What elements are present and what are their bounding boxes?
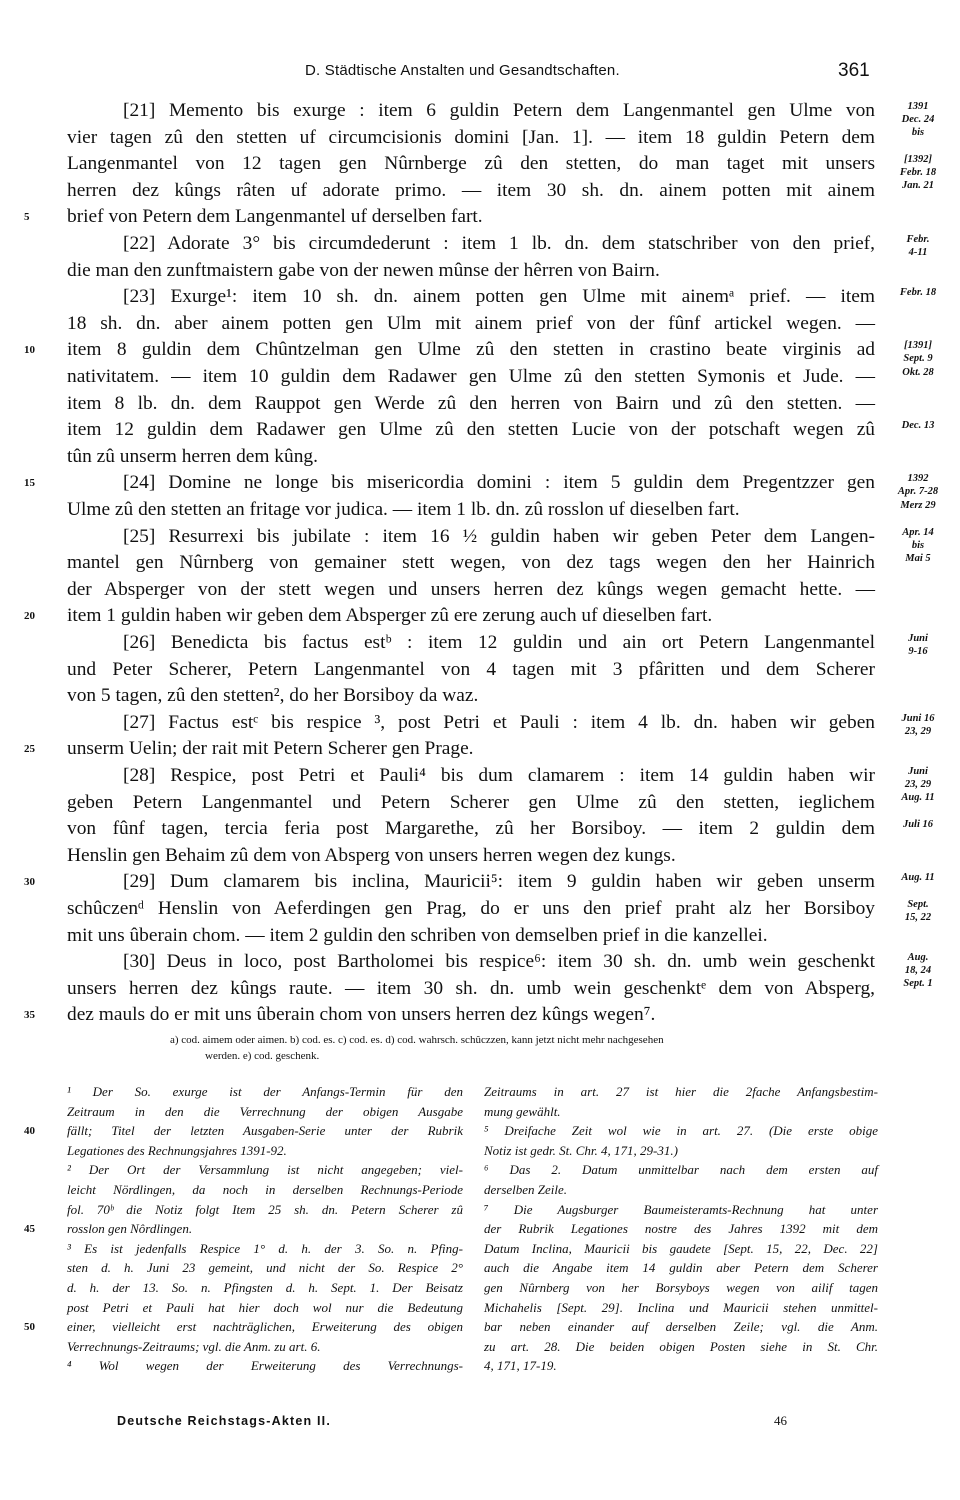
margin-date-note: Merz 29 — [900, 500, 936, 511]
footnote-line-number: 40 — [24, 1125, 35, 1138]
footnote-line: Zeitraum in den die Verrechnung der obigen Ausgabe — [67, 1103, 463, 1119]
footnote-line-number: 45 — [24, 1223, 35, 1236]
footnote-line: ³ Es ist jedenfalls Respice 1° d. h. der 3. So. n. Pfing- — [67, 1240, 463, 1256]
footnote-line-number: 50 — [24, 1321, 35, 1334]
line-number: 30 — [24, 876, 35, 889]
header-title: D. Städtische Anstalten und Gesandtschaften. — [305, 62, 620, 79]
margin-date-note: Aug. 11 — [901, 872, 935, 884]
margin-date-note: [1391] Sept. 9 — [903, 340, 933, 365]
footnote-line: ¹ Der So. exurge ist der Anfangs-Termin für den — [67, 1084, 463, 1099]
footnote-line: bar neben einander auf derselben Zeile; vgl. die Anm. — [484, 1319, 878, 1335]
line-number: 15 — [24, 477, 35, 490]
text-line: mantel gen Nûrnberg von gemainer stett wegen, von dez tags wegen den her Hainrich — [67, 552, 875, 574]
footnote-line: gen Nûrnberg von her Borsyboys wegen von ailif tagen — [484, 1279, 878, 1295]
text-line: dez mauls do er mit uns ûberain chom von unsers herren dez kûngs wegen⁷. — [67, 1004, 656, 1026]
footnote-line: einer, vielleicht erst nachträglichen, Erweiterung des obigen — [67, 1319, 463, 1335]
margin-date-note: Dec. 13 — [901, 420, 935, 432]
line-number: 20 — [24, 610, 35, 623]
text-line: unserm Uelin; der rait mit Petern Scherer gen Prage. — [67, 738, 474, 760]
margin-date-note: 1391 Dec. 24 bis — [901, 101, 935, 138]
footnote-line: Notiz ist gedr. St. Chr. 4, 171, 29-31.) — [484, 1142, 678, 1158]
footnote-line: Zeitraums in art. 27 ist hier die 2fache Anfangsbestim- — [484, 1084, 878, 1099]
footnote-line: d. h. der 13. So. n. Pfingsten d. h. Sept. 1. Der Beisatz — [67, 1279, 463, 1295]
signature-mark: 46 — [774, 1413, 787, 1428]
margin-date-note: Aug. 18, 24 Sept. 1 — [903, 952, 933, 990]
text-line: vier tagen zû den stetten uf circumcisionis domini [Jan. 1]. — item 18 guldin Petern dem — [67, 126, 875, 148]
text-line: von 5 tagen, zû den stetten², do her Borsiboy da waz. — [67, 685, 479, 707]
text-line: herren dez kûngs râten uf adorate primo. — item 30 sh. dn. ainem potten mit ainem — [67, 179, 875, 201]
footnote-line: mung gewählt. — [484, 1103, 561, 1119]
text-line: Langenmantel von 12 tagen gen Nûrnberge zû den stetten, do man taget mit unsers — [67, 153, 875, 175]
footnote-line: Datum Inclina, Mauricii bis gaudete [Sept. 15, 22, Dec. 22] — [484, 1240, 878, 1256]
footnote-line: 4, 171, 17-19. — [484, 1358, 557, 1374]
critical-apparatus — [170, 1032, 890, 1064]
line-number: 5 — [24, 211, 30, 224]
text-line: [27] Factus estᶜ bis respice ³, post Petri et Pauli : item 4 lb. dn. haben wir geben — [123, 711, 875, 733]
running-header — [0, 62, 960, 86]
footnote-line: fol. 70ᵇ die Notiz folgt Item 25 sh. dn. Petern Scherer zû — [67, 1201, 463, 1217]
text-line: mit uns ûberain chom. — item 2 guldin den schriben von demselben prief in die kanzellei. — [67, 924, 768, 946]
text-line: item 8 lb. dn. dem Rauppot gen Werde zû den herren von Bairn und zû den stetten. — — [67, 392, 875, 414]
footnote-line: Michahelis [Sept. 29]. Inclina und Mauricii stehen unmittel- — [484, 1299, 878, 1315]
text-line: und Peter Scherer, Petern Langenmantel von 4 tagen mit 3 pfâritten und dem Scherer — [67, 658, 875, 680]
text-line: [24] Domine ne longe bis misericordia domini : item 5 guldin dem Pregentzzer gen — [123, 472, 875, 494]
footnote-line: ⁵ Dreifache Zeit wol wie in art. 27. (Die erste obige — [484, 1123, 878, 1139]
margin-date-note: Febr. 18 — [899, 287, 937, 299]
margin-date-note: [1392] Febr. 18 Jan. 21 — [899, 154, 937, 192]
footnote-line: fällt; Titel der letzten Ausgaben-Serie unter der Rubrik — [67, 1123, 463, 1139]
footer-title: Deutsche Reichstags-Akten II. — [117, 1414, 332, 1428]
footnote-line: rosslon gen Nôrdlingen. — [67, 1221, 193, 1237]
text-line: item 1 guldin haben wir geben dem Absperger zû ere zerung auch uf dieselben fart. — [67, 605, 713, 627]
line-number: 10 — [24, 344, 35, 357]
footnote-line: Verrechnungs-Zeitraums; vgl. die Anm. zu art. 6. — [67, 1338, 321, 1354]
text-line: unsers herren dez kûngs raute. — item 30 sh. dn. umb wein geschenktᵉ dem von Absperg, — [67, 977, 875, 999]
margin-date-note: Juni 16 23, 29 — [901, 712, 935, 737]
footnote-line: der Rubrik Legationes nostre des Jahres 1392 mit dem — [484, 1221, 878, 1237]
footnote-line: ⁶ Das 2. Datum unmittelbar nach dem ersten auf — [484, 1162, 878, 1178]
text-line: nativitatem. — item 10 guldin dem Radawer gen Ulme zû den stetten Symonis et Jude. — — [67, 366, 875, 387]
footnote-line: Legationes des Rechnungsjahres 1391-92. — [67, 1142, 287, 1158]
text-line: brief von Petern dem Langenmantel uf derselben fart. — [67, 206, 483, 228]
apparatus-line: a) cod. aimem oder aimen. b) cod. es. c) cod. es. d) cod. wahrsch. schûczzen, kann jetzt nicht mehr nachgesehen — [170, 1034, 664, 1046]
text-line: [25] Resurrexi bis jubilate : item 16 ½ guldin haben wir geben Peter dem Langen- — [123, 525, 875, 547]
margin-date-note: Okt. 28 — [902, 367, 934, 378]
margin-date-note: Sept. 15, 22 — [904, 899, 932, 923]
text-line: Henslin gen Behaim zû dem von Absperg von unsers herren wegen dez kungs. — [67, 844, 676, 866]
footnotes-right-column — [484, 1082, 878, 1376]
text-line: [30] Deus in loco, post Bartholomei bis respice⁶: item 30 sh. dn. umb wein geschenkt — [123, 951, 875, 973]
text-line: von fûnf tagen, tercia feria post Margarethe, zû her Borsiboy. — item 2 guldin dem — [67, 818, 875, 840]
text-line: [26] Benedicta bis factus estᵇ : item 12 guldin und ain ort Petern Langenmantel — [123, 632, 875, 653]
text-line: [29] Dum clamarem bis inclina, Mauricii⁵: item 9 guldin haben wir geben unserm — [123, 871, 875, 893]
text-line: [28] Respice, post Petri et Pauli⁴ bis dum clamarem : item 14 guldin haben wir — [123, 765, 875, 786]
margin-date-note: Juni 9-16 — [908, 633, 928, 657]
footnote-line: leicht Nördlingen, da noch in derselben Rechnungs-Periode — [67, 1181, 463, 1197]
text-line: 18 sh. dn. aber ainem potten gen Ulm mit ainem prief von der fûnf artickel wegen. — — [67, 312, 875, 334]
apparatus-line: werden. e) cod. geschenk. — [205, 1050, 320, 1062]
footnote-line: zu art. 28. Die beiden obigen Posten siehe in St. Chr. — [484, 1338, 878, 1354]
margin-date-note: 1392 Apr. 7-28 — [897, 473, 939, 498]
text-line: item 8 guldin dem Chûntzelman gen Ulme zû den stetten in crastino beate virginis ad — [67, 339, 875, 361]
page-number: 361 — [838, 60, 870, 81]
text-line: Ulme zû den stetten an fritage vor judica. — item 1 lb. dn. zû rosslon uf dieselben fart. — [67, 499, 740, 520]
text-line: [23] Exurge¹: item 10 sh. dn. ainem potten gen Ulme mit ainemᵃ prief. — item — [123, 286, 875, 308]
text-line: der Absperger von der stett wegen und unsers herren dez kûngs wegen gemacht hette. — — [67, 578, 875, 600]
footnotes-left-column — [67, 1082, 463, 1376]
footnote-line: sten d. h. Juni 23 gemeint, und nicht der So. Respice 2° — [67, 1260, 463, 1276]
footnote-line: auch die Angabe item 14 guldin aber Petern dem Scherer — [484, 1260, 878, 1276]
footnote-line: post Petri et Pauli hat hier doch wol nur die Bedeutung — [67, 1299, 463, 1315]
text-line: [21] Memento bis exurge : item 6 guldin Petern dem Langenmantel gen Ulme von — [123, 100, 875, 121]
margin-date-note: Apr. 14 bis Mai 5 — [902, 526, 934, 564]
margin-date-note: Juli 16 — [902, 819, 934, 831]
text-line: die man den zunftmaistern gabe von der newen mûnse der hêrren von Bairn. — [67, 259, 660, 281]
footnote-line: ² Der Ort der Versammlung ist nicht angegeben; viel- — [67, 1162, 463, 1178]
line-number: 25 — [24, 743, 35, 756]
text-line: [22] Adorate 3° bis circumdederunt : item 1 lb. dn. dem statschriber von den prief, — [123, 233, 875, 254]
footnote-line: derselben Zeile. — [484, 1181, 568, 1197]
text-line: item 12 guldin dem Radawer gen Ulme zû den stetten Lucie von der potschaft wegen zû — [67, 419, 875, 441]
footnote-line: ⁷ Die Augsburger Baumeisteramts-Rechnung hat unter — [484, 1201, 878, 1217]
margin-date-note: Febr. 4-11 — [906, 234, 930, 258]
text-line: tûn zû unserm herren dem kûng. — [67, 445, 318, 467]
footnote-line: ⁴ Wol wegen der Erweiterung des Verrechnungs- — [67, 1358, 463, 1374]
margin-date-note: Juni 23, 29 Aug. 11 — [901, 766, 935, 803]
text-line: schûczenᵈ Henslin von Aeferdingen gen Prag, do er uns den prief praht alz her Borsiboy — [67, 898, 875, 919]
line-number: 35 — [24, 1009, 35, 1022]
text-line: geben Petern Langenmantel und Petern Scherer gen Ulme zû den stetten, ieglichem — [67, 791, 875, 813]
